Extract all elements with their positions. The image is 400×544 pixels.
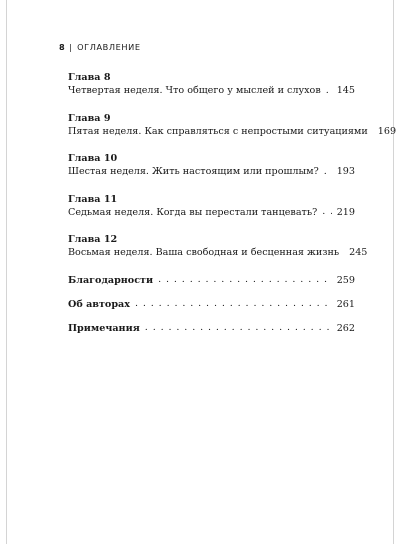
chapter-title: Пятая неделя. Как справляться с непростыми ситуациями <box>68 125 368 137</box>
page-number: 8 <box>59 42 65 52</box>
toc-chapter-entry[interactable] <box>68 233 368 259</box>
chapter-label: Глава 8 <box>68 72 111 83</box>
toc-chapter-entry[interactable] <box>68 112 397 138</box>
running-header <box>59 41 141 53</box>
page-ref: 245 <box>349 247 368 258</box>
page-ref: 193 <box>336 166 355 177</box>
page-ref: 259 <box>336 274 355 286</box>
chapter-label: Глава 12 <box>68 234 118 245</box>
chapter-title: Четвертая неделя. Что общего у мыслей и слухов <box>68 85 321 96</box>
page-ref: 169 <box>377 125 397 137</box>
backmatter-title: Благодарности <box>68 274 154 286</box>
dot-leader <box>326 84 332 97</box>
header-separator: | <box>69 42 73 52</box>
toc-backmatter-entry[interactable] <box>68 274 355 287</box>
backmatter-title: Об авторах <box>68 298 130 310</box>
page-ref: 261 <box>336 298 355 310</box>
page-ref: 262 <box>336 322 355 334</box>
toc-backmatter-entry[interactable] <box>68 298 355 311</box>
section-title: ОГЛАВЛЕНИЕ <box>77 42 141 52</box>
page-ref: 219 <box>336 206 355 218</box>
chapter-title: Восьмая неделя. Ваша свободная и бесценная жизнь <box>68 247 340 258</box>
toc-chapter-entry[interactable] <box>68 193 355 219</box>
chapter-title: Седьмая неделя. Когда вы перестали танцевать? <box>68 206 318 218</box>
toc-chapter-entry[interactable] <box>68 71 355 97</box>
dot-leader <box>145 321 332 334</box>
backmatter-title: Примечания <box>68 322 140 334</box>
table-of-contents <box>68 71 397 346</box>
dot-leader <box>135 297 332 310</box>
chapter-title: Шестая неделя. Жить настоящим или прошлым? <box>68 166 319 177</box>
toc-chapter-entry[interactable] <box>68 152 355 178</box>
dot-leader <box>158 273 332 286</box>
chapter-label: Глава 9 <box>68 112 111 124</box>
toc-backmatter-entry[interactable] <box>68 322 355 335</box>
dot-leader <box>324 165 332 178</box>
dot-leader <box>322 205 331 218</box>
page-ref: 145 <box>336 85 355 96</box>
chapter-label: Глава 10 <box>68 153 118 164</box>
chapter-label: Глава 11 <box>68 193 118 205</box>
